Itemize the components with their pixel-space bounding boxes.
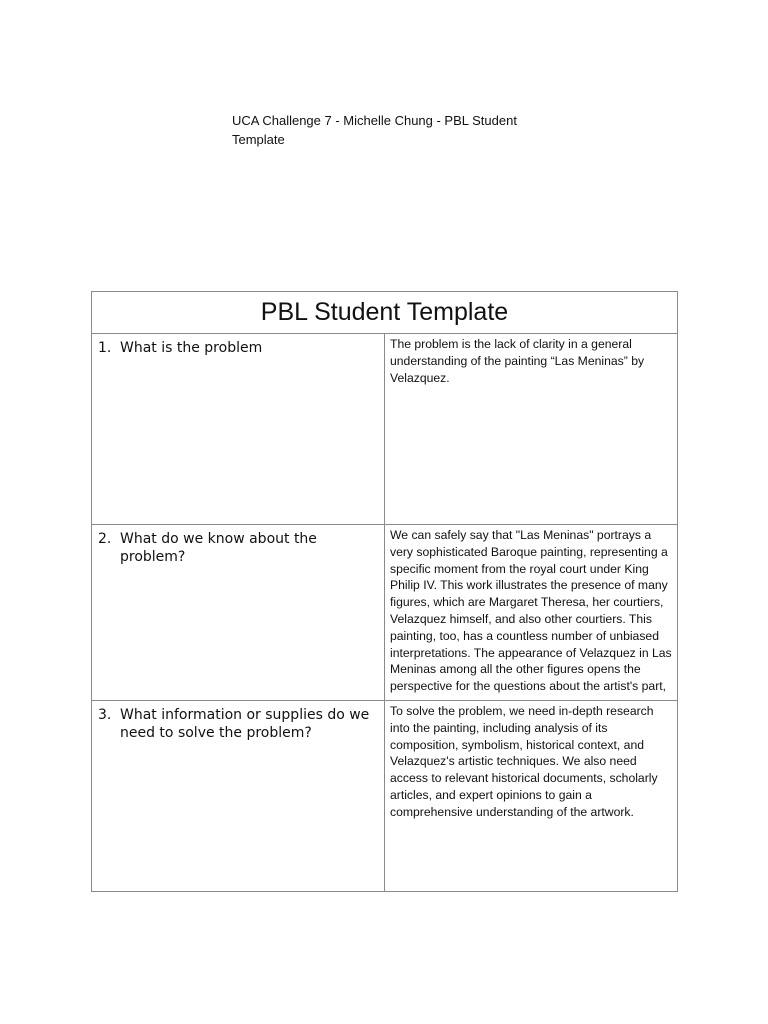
question-cell — [92, 334, 385, 525]
table-title-row — [92, 292, 678, 334]
question-cell — [92, 701, 385, 892]
table-row — [92, 701, 678, 892]
table-title: PBL Student Template — [92, 292, 678, 334]
question-text: What do we know about the problem? — [120, 531, 317, 565]
question-number: 3. — [98, 707, 112, 723]
answer-text: The problem is the lack of clarity in a general understanding of the painting “Las Meninas” by Velazquez. — [390, 337, 645, 385]
table-row — [92, 334, 678, 525]
question-text: What is the problem — [120, 340, 263, 356]
answer-cell — [385, 525, 678, 701]
answer-cell — [385, 334, 678, 525]
answer-text: We can safely say that "Las Meninas" portrays a very sophisticated Baroque painting, representing a specific moment from the royal court under King Philip IV. This work illustrates the presence of many figures, which are Margaret Theresa, her courtiers, Velazquez himself, and also other courtiers. This painting, too, has a countless number of unbiased interpretations. The appearance of Velazquez in Las Meninas among all the other figures opens the perspective for the questions about the artist's part, — [390, 528, 672, 694]
pbl-template-table — [91, 291, 678, 892]
table-row — [92, 525, 678, 701]
answer-cell — [385, 701, 678, 892]
document-header: UCA Challenge 7 - Michelle Chung - PBL Student Template — [232, 113, 517, 147]
question-text: What information or supplies do we need to solve the problem? — [120, 707, 370, 741]
question-number: 2. — [98, 531, 112, 547]
question-number: 1. — [98, 340, 112, 356]
answer-text: To solve the problem, we need in-depth research into the painting, including analysis of its composition, symbolism, historical context, and Velazquez's artistic techniques. We also need access to relevant historical documents, scholarly articles, and expert opinions to gain a comprehensive understanding of the artwork. — [390, 704, 658, 819]
question-cell — [92, 525, 385, 701]
